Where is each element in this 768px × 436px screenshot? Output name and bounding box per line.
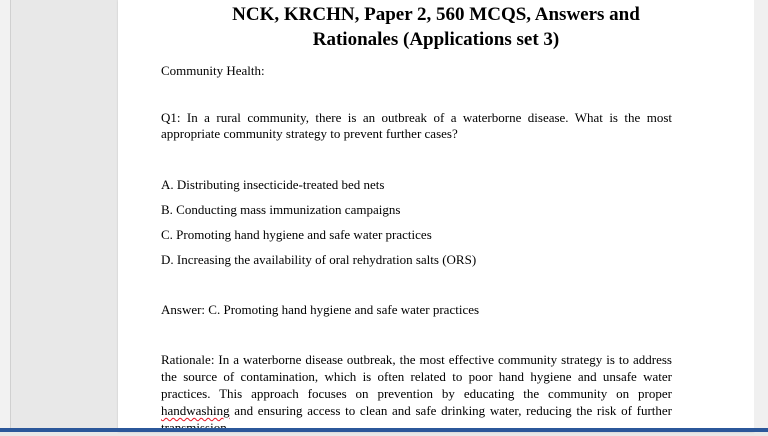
option-d: D. Increasing the availability of oral rehydration salts (ORS) (161, 252, 477, 267)
answer-text: Answer: C. Promoting hand hygiene and safe water practices (161, 302, 480, 317)
status-bar-edge (0, 428, 768, 432)
rationale-paragraph (161, 351, 672, 436)
spellcheck-flagged-word[interactable]: handwashing (161, 403, 230, 418)
rationale-text-part-1: Rationale: In a waterborne disease outbreak, the most effective community strategy is to address the source of contamination, which is often related to poor hand hygiene and unsafe water practices. This approach focuses on prevention by educating the community on proper (161, 352, 672, 401)
option-a: A. Distributing insecticide-treated bed nets (161, 177, 385, 192)
right-scroll-gutter[interactable] (754, 0, 768, 432)
question-text: Q1: In a rural community, there is an outbreak of a waterborne disease. What is the most appropriate community strategy to prevent further cases? (161, 110, 672, 141)
option-c: C. Promoting hand hygiene and safe water practices (161, 227, 432, 242)
rationale-text-part-2: and ensuring access to clean and safe drinking water, reducing the risk of further (234, 403, 672, 418)
option-b: B. Conducting mass immunization campaigns (161, 202, 401, 217)
section-heading: Community Health: (161, 63, 265, 78)
document-page[interactable] (118, 0, 754, 432)
left-ruler-margin (0, 0, 11, 432)
document-title-line-2: Rationales (Applications set 3) (312, 29, 560, 50)
document-title-line-1: NCK, KRCHN, Paper 2, 560 MCQS, Answers and (232, 4, 640, 25)
